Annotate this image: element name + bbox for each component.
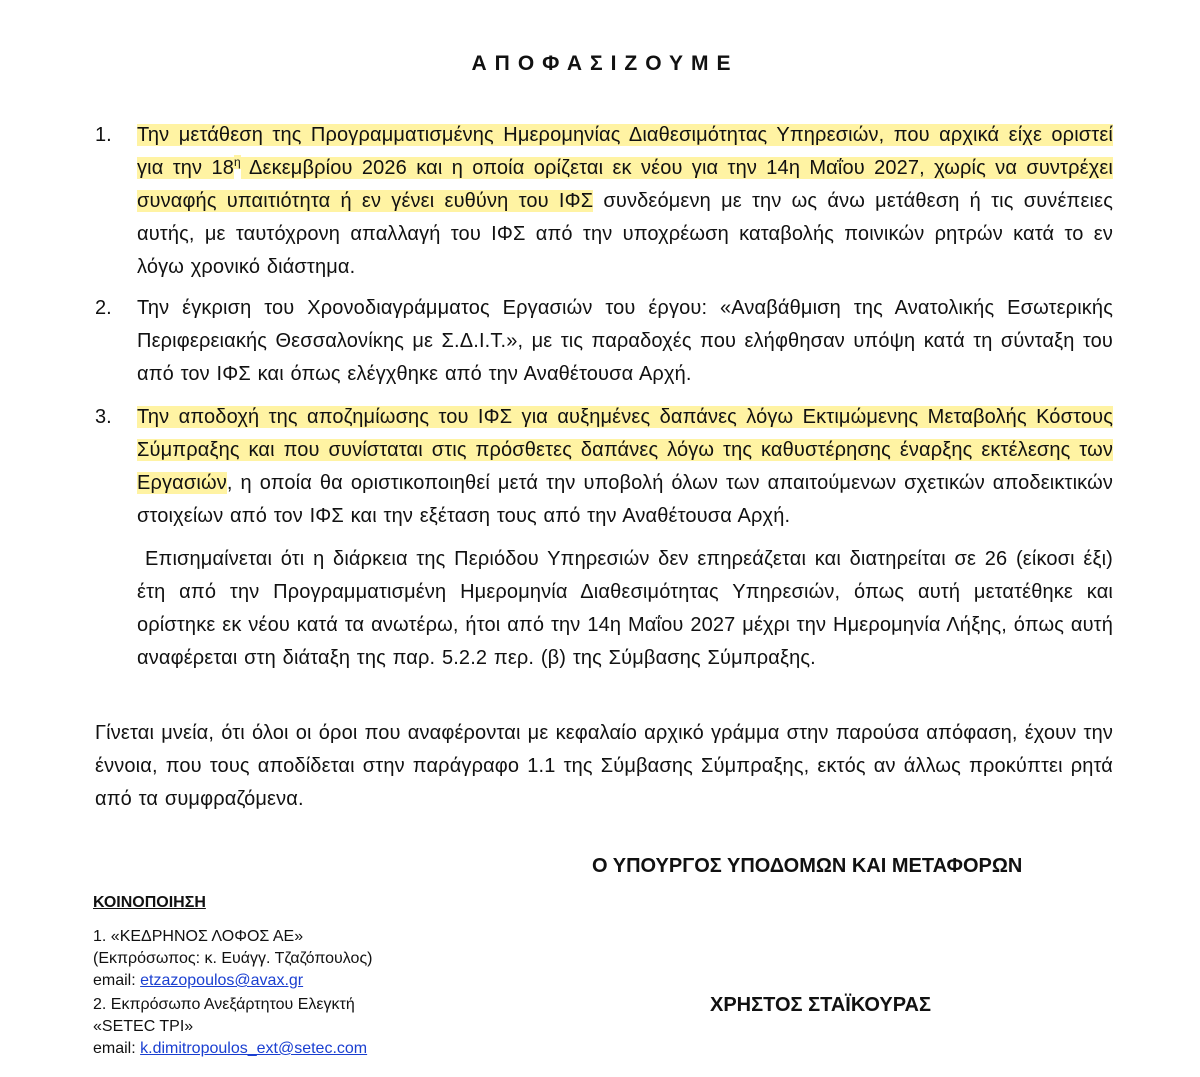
recipient-1-name: 1. «ΚΕΔΡΗΝΟΣ ΛΟΦΟΣ ΑΕ» (93, 928, 304, 945)
note-paragraph: Επισημαίνεται ότι η διάρκεια της Περιόδου Υπηρεσιών δεν επηρεάζεται και διατηρείται σε 26 (είκοσι έξι) έτη από την Προγραμματισμένη Ημερομηνία Διαθεσιμότητας Υπηρεσιών, όπως αυτή μετατέθηκε και ορίστηκε εκ νέου κατά τα ανωτέρω, ήτοι από την 14η Μαΐου 2027 μέχρι την Ημερομηνία Λήξης, όπως αυτή αναφέρεται στη διάταξη της παρ. 5.2.2 περ. (β) της Σύμβασης Σύμπραξης. (137, 548, 1113, 669)
recipient-2-name: 2. Εκπρόσωπο Ανεξάρτητου Ελεγκτή (93, 996, 355, 1013)
item-number-1: 1. (95, 124, 112, 146)
recipient-2-email-link[interactable]: k.dimitropoulos_ext@setec.com (140, 1040, 368, 1057)
highlight-1b: Δεκεμβρίου 2026 και η οποία ορίζεται εκ νέου για την 14η Μαΐου 2027, χωρίς να συντρέχει συναφής υπαιτιότητα ή εν γένει ευθύνη του ΙΦΣ (137, 157, 1114, 212)
item-number-3: 3. (95, 406, 112, 428)
item-3-rest: , η οποία θα οριστικοποιηθεί μετά την υποβολή όλων των απαιτούμενων σχετικών αποδεικτικών στοιχείων από τον ΙΦΣ και την εξέταση τους από την Αναθέτουσα Αρχή. (137, 472, 1113, 527)
recipient-2-email-line (93, 1038, 367, 1060)
recipient-1-email-line (93, 970, 372, 992)
recipient-2-org: «SETEC TPI» (93, 1018, 194, 1035)
highlight-3: Την αποδοχή της αποζημίωσης του ΙΦΣ για αυξημένες δαπάνες λόγω Εκτιμώμενης Μεταβολής Κόστους Σύμπραξης και που συνίσταται στις πρόσθετες δαπάνες λόγω της καθυστέρησης έναρξης εκτέλεσης των Εργασιών (137, 406, 1113, 494)
terms-paragraph: Γίνεται μνεία, ότι όλοι οι όροι που αναφέρονται με κεφαλαίο αρχικό γράμμα στην παρούσα απόφαση, έχουν την έννοια, που τους αποδίδεται στην παράγραφο 1.1 της Σύμβασης Σύμπραξης, εκτός αν άλλως προκύπτει ρητά από τα συμφραζόμενα. (95, 722, 1113, 810)
decision-title: ΑΠΟΦΑΣΙΖΟΥΜΕ (471, 52, 739, 75)
highlight-1a: Την μετάθεση της Προγραμματισμένης Ημερομηνίας Διαθεσιμότητας Υπηρεσιών, που αρχικά είχε οριστεί για την 18 (137, 124, 1113, 179)
item-text-2: Την έγκριση του Χρονοδιαγράμματος Εργασιών του έργου: «Αναβάθμιση της Ανατολικής Εσωτερικής Περιφερειακής Θεσσαλονίκης με Σ.Δ.Ι.Τ.», με τις παραδοχές που ελήφθησαν υπόψη κατά τη σύνταξη του από τον ΙΦΣ και όπως ελέγχθηκε από την Αναθέτουσα Αρχή. (137, 297, 1113, 385)
recipient-1 (93, 926, 372, 992)
minister-name: ΧΡΗΣΤΟΣ ΣΤΑΪΚΟΥΡΑΣ (710, 994, 931, 1016)
minister-title: Ο ΥΠΟΥΡΓΟΣ ΥΠΟΔΟΜΩΝ ΚΑΙ ΜΕΤΑΦΟΡΩΝ (592, 855, 1023, 877)
item-text-1 (137, 119, 1113, 284)
email-label: email: (93, 1040, 141, 1057)
ordinal-sup: η (234, 155, 241, 170)
item-number-2: 2. (95, 297, 112, 319)
recipient-2 (93, 994, 367, 1060)
recipient-1-representative: (Εκπρόσωπος: κ. Ευάγγ. Τζαζόπουλος) (93, 950, 373, 967)
email-label: email: (93, 972, 141, 989)
item-text-3 (137, 401, 1113, 533)
notification-heading: ΚΟΙΝΟΠΟΙΗΣΗ (93, 894, 206, 911)
item-1-rest: συνδεόμενη με την ως άνω μετάθεση ή τις συνέπειες αυτής, με ταυτόχρονη απαλλαγή του ΙΦΣ από την υποχρέωση καταβολής ποινικών ρητρών κατά το εν λόγω χρονικό διάστημα. (137, 190, 1113, 278)
recipient-1-email-link[interactable]: etzazopoulos@avax.gr (140, 972, 304, 989)
